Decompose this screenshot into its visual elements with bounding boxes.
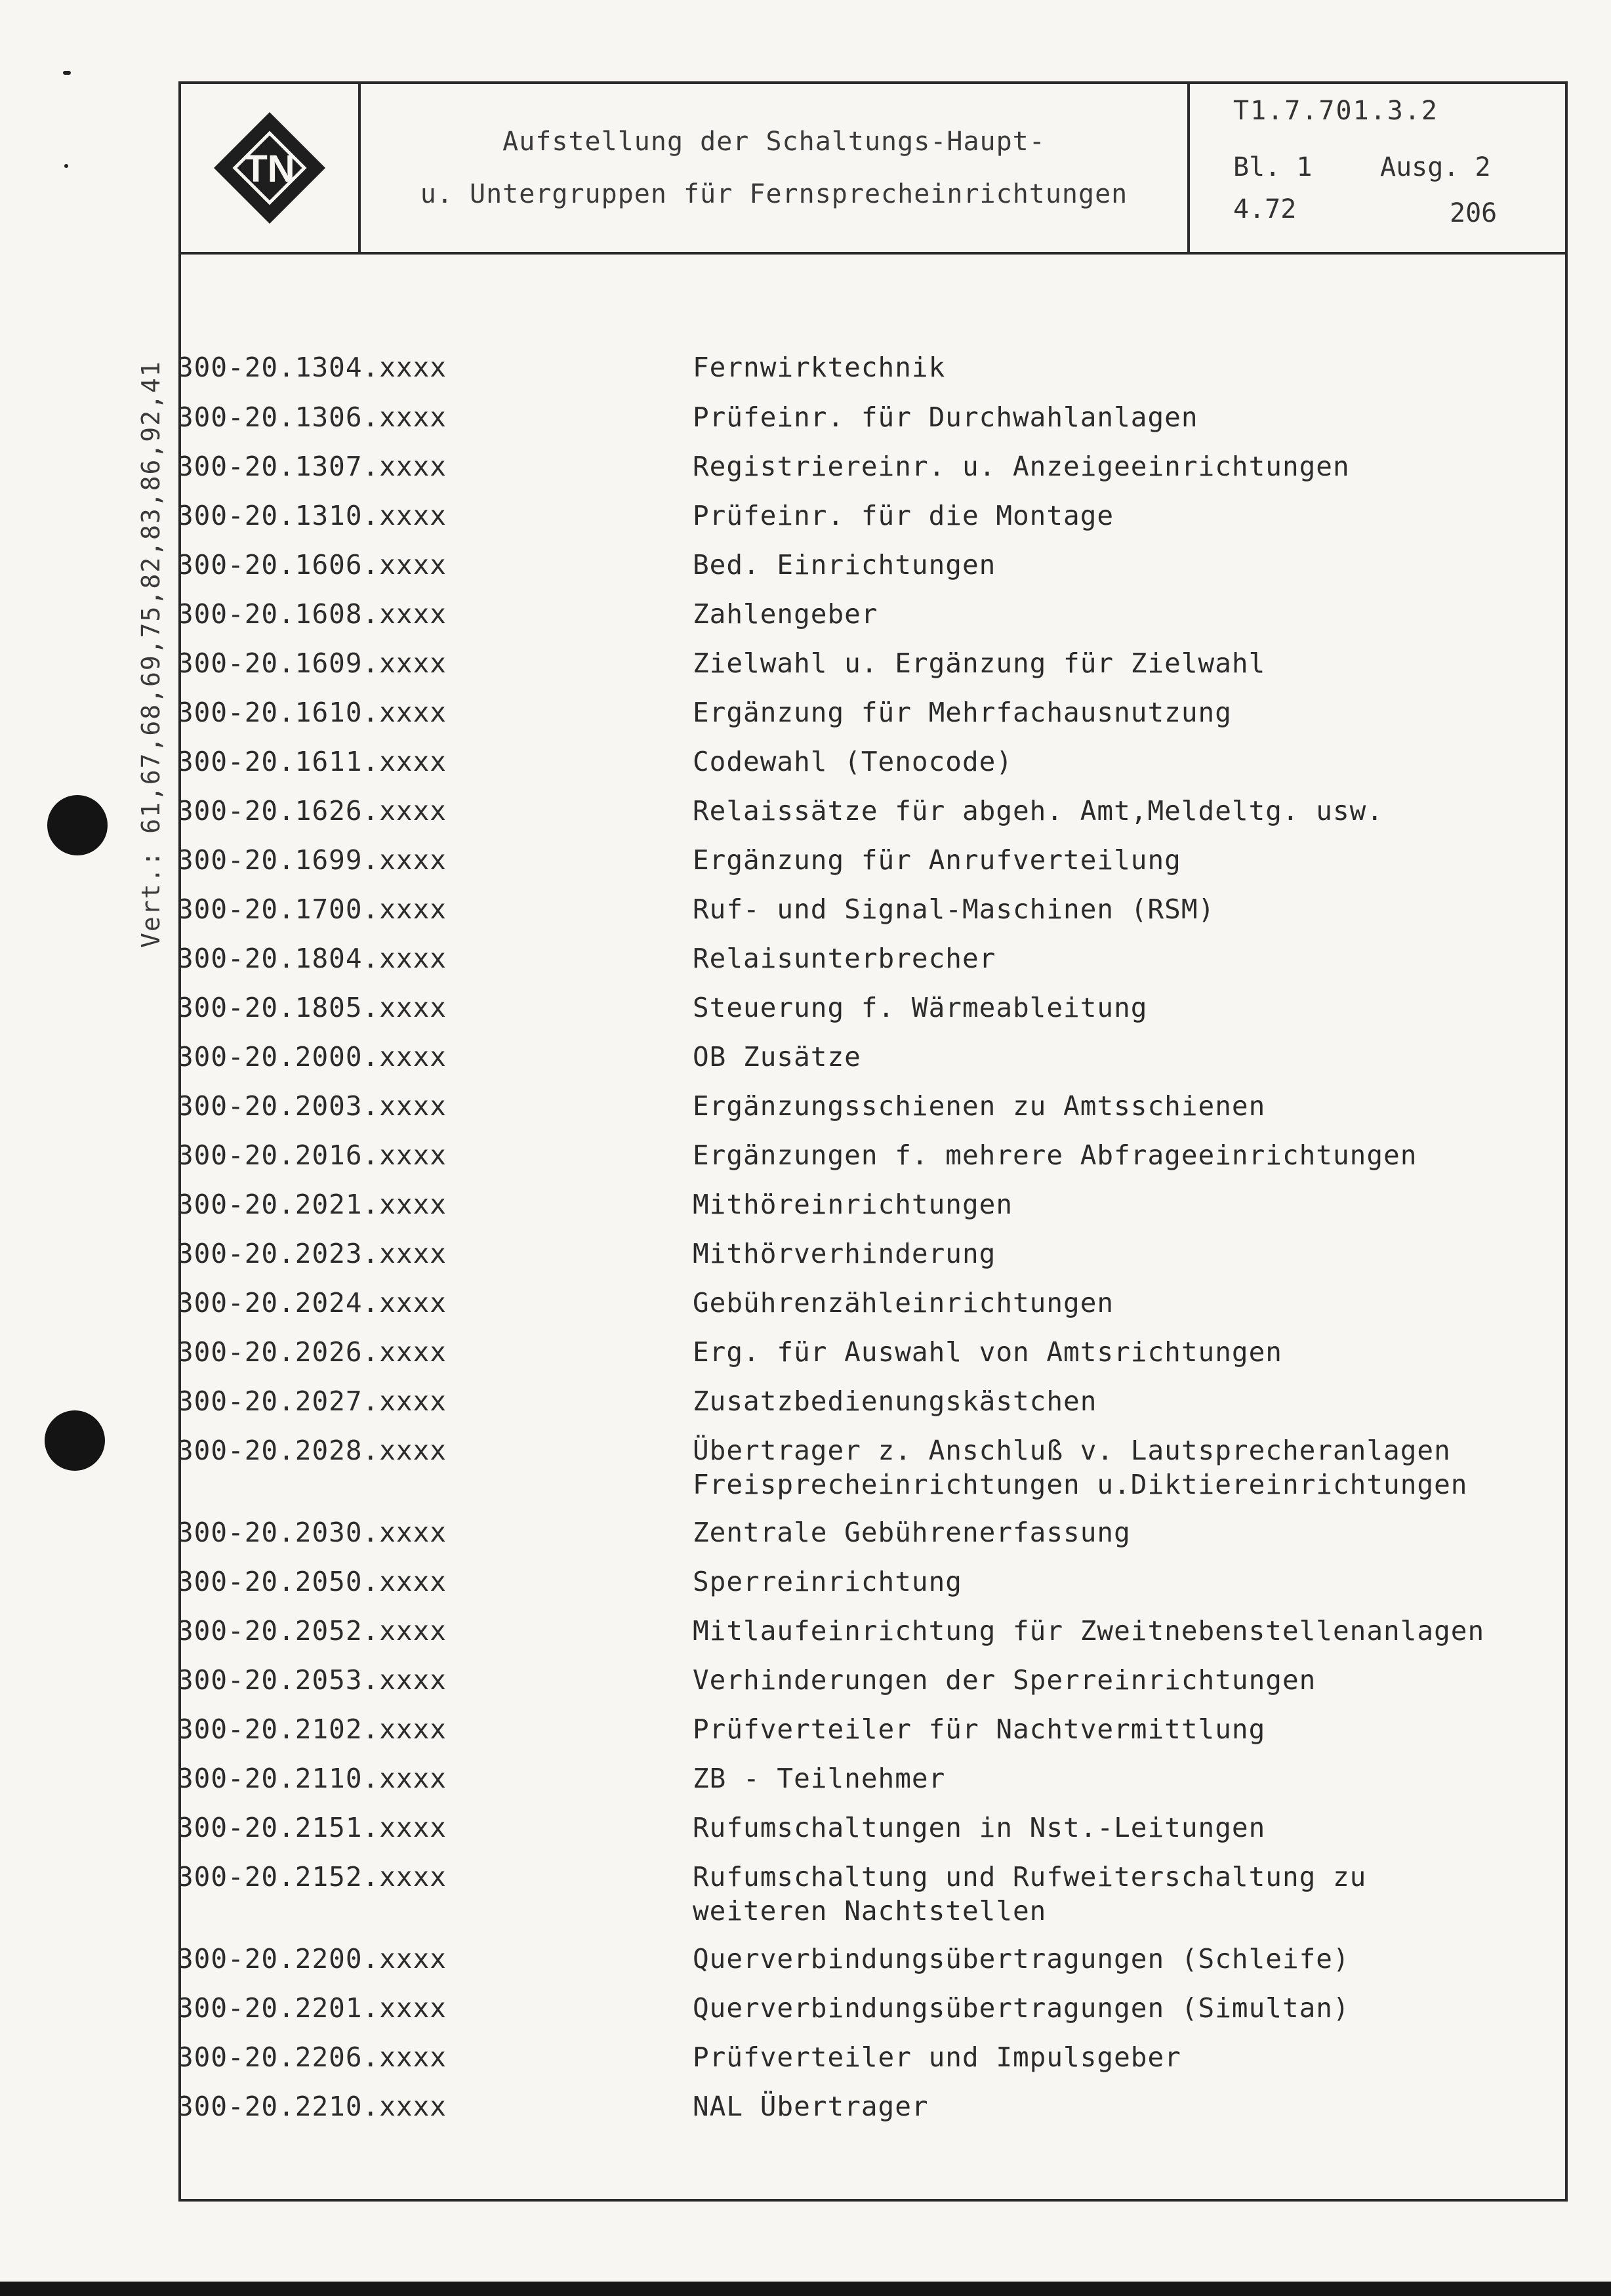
entry-description: [693, 646, 1265, 680]
entry-description-line: Mithörverhinderung: [693, 1238, 996, 1269]
punch-mark: [63, 71, 71, 75]
entry-description: [693, 1237, 996, 1271]
document-header: [181, 84, 1565, 255]
punch-mark: [64, 164, 68, 168]
entry-code: 300-20.1611.xxxx: [177, 746, 447, 777]
entry-description-line: Bed. Einrichtungen: [693, 549, 996, 581]
document-number: T1.7.701.3.2: [1233, 96, 1438, 126]
entry-code: 300-20.2151.xxxx: [177, 1812, 447, 1843]
entry-description-line: Prüfverteiler und Impulsgeber: [693, 2041, 1181, 2073]
entry-code: 300-20.2026.xxxx: [177, 1336, 447, 1368]
entry-description: [693, 794, 1383, 828]
entry-code: 300-20.2023.xxxx: [177, 1238, 447, 1269]
entry-code: 300-20.1700.xxxx: [177, 893, 447, 925]
entry-description-line: Zahlengeber: [693, 598, 878, 630]
entry-code: 300-20.1804.xxxx: [177, 943, 447, 974]
entry-description: [693, 1433, 1467, 1502]
entry-code: 300-20.2003.xxxx: [177, 1090, 447, 1122]
entry-description-line: Gebührenzähleinrichtungen: [693, 1287, 1114, 1319]
entry-code: 300-20.2201.xxxx: [177, 1992, 447, 2024]
entry-description-line: Erg. für Auswahl von Amtsrichtungen: [693, 1336, 1282, 1368]
logo-cell: [181, 84, 361, 252]
entry-code: 300-20.2102.xxxx: [177, 1713, 447, 1745]
entry-description-line: Ergänzungsschienen zu Amtsschienen: [693, 1090, 1266, 1122]
entry-description: [693, 1138, 1417, 1172]
entry-description: [693, 1040, 861, 1074]
entry-code: 300-20.2028.xxxx: [177, 1435, 447, 1466]
entry-description: [693, 1384, 1097, 1418]
entry-description-line: Registriereinr. u. Anzeigeeinrichtungen: [693, 451, 1350, 482]
entry-description: [693, 2040, 1181, 2074]
entry-description: [693, 1187, 1013, 1221]
entry-description-line: Zielwahl u. Ergänzung für Zielwahl: [693, 647, 1266, 679]
entry-description: [693, 1860, 1366, 1928]
entry-description-line: NAL Übertrager: [693, 2091, 929, 2122]
entry-code: 300-20.1608.xxxx: [177, 598, 447, 630]
entry-description-line: Fernwirktechnik: [693, 352, 946, 383]
entry-description-line: Relaissätze für abgeh. Amt,Meldeltg. usw.: [693, 795, 1384, 827]
entry-code: 300-20.1307.xxxx: [177, 451, 447, 482]
entry-description: [693, 695, 1232, 729]
entry-code: 300-20.1626.xxxx: [177, 795, 447, 827]
entry-description-line: Steuerung f. Wärmeableitung: [693, 992, 1148, 1023]
entry-code: 300-20.2024.xxxx: [177, 1287, 447, 1319]
entry-description-line: Ergänzungen f. mehrere Abfrageeinrichtungen: [693, 1139, 1417, 1171]
page-number: 206: [1450, 198, 1498, 228]
entry-description-line: Verhinderungen der Sperreinrichtungen: [693, 1664, 1316, 1696]
entry-description: [693, 499, 1114, 533]
entry-code: 300-20.2021.xxxx: [177, 1189, 447, 1220]
entry-code: 300-20.2206.xxxx: [177, 2041, 447, 2073]
entry-code: 300-20.2016.xxxx: [177, 1139, 447, 1171]
entry-description-line: Zusatzbedienungskästchen: [693, 1385, 1097, 1417]
entry-description: [693, 745, 1013, 779]
entry-code: 300-20.1306.xxxx: [177, 401, 447, 433]
entry-description-line: Prüfeinr. für die Montage: [693, 500, 1114, 531]
distribution-note: Vert.: 61,67,68,69,75,82,83,86,92,41: [136, 360, 165, 948]
entry-description-line: Übertrager z. Anschluß v. Lautsprecheranlagen: [693, 1435, 1451, 1466]
entry-description: [693, 548, 996, 582]
entry-description: [693, 1942, 1350, 1976]
entry-description-line: Mithöreinrichtungen: [693, 1189, 1013, 1220]
entry-description: [693, 892, 1215, 926]
entry-description-line: Rufumschaltungen in Nst.-Leitungen: [693, 1812, 1266, 1843]
entry-code: 300-20.2000.xxxx: [177, 1041, 447, 1073]
entry-description-line: Querverbindungsübertragungen (Simultan): [693, 1992, 1350, 2024]
entry-description: [693, 2089, 929, 2123]
entry-code: 300-20.1805.xxxx: [177, 992, 447, 1023]
entry-code: 300-20.1610.xxxx: [177, 697, 447, 728]
entry-code: 300-20.2030.xxxx: [177, 1517, 447, 1548]
entry-description-line: Querverbindungsübertragungen (Schleife): [693, 1943, 1350, 1975]
bottom-edge: [0, 2282, 1611, 2296]
info-cell: [1190, 84, 1565, 252]
entry-description-line: Prüfeinr. für Durchwahlanlagen: [693, 401, 1198, 433]
entry-description-line: Sperreinrichtung: [693, 1566, 962, 1597]
entry-code: 300-20.2050.xxxx: [177, 1566, 447, 1597]
entry-code: 300-20.1606.xxxx: [177, 549, 447, 581]
binder-hole: [45, 1410, 105, 1471]
entry-description: [693, 1811, 1265, 1845]
issue-date: 4.72: [1233, 194, 1297, 224]
company-logo-icon: [207, 106, 332, 230]
entry-description-line: Codewahl (Tenocode): [693, 746, 1013, 777]
entry-code: 300-20.1304.xxxx: [177, 352, 447, 383]
entry-description: [693, 400, 1198, 434]
entry-description-line: Freisprecheinrichtungen u.Diktiereinrichtungen: [693, 1469, 1468, 1500]
entry-code: 300-20.2152.xxxx: [177, 1861, 447, 1893]
logo-text: TN: [244, 148, 295, 190]
entry-description-line: Ergänzung für Anrufverteilung: [693, 844, 1181, 876]
entry-description-line: Relaisunterbrecher: [693, 943, 996, 974]
entry-description: [693, 1335, 1282, 1369]
entry-description: [693, 1286, 1114, 1320]
entry-description: [693, 1663, 1316, 1697]
entry-code: 300-20.1699.xxxx: [177, 844, 447, 876]
entry-description: [693, 941, 996, 975]
entry-description: [693, 1991, 1350, 2025]
entry-description: [693, 1565, 962, 1599]
entry-description-line: Zentrale Gebührenerfassung: [693, 1517, 1131, 1548]
entry-description-line: ZB - Teilnehmer: [693, 1763, 946, 1794]
entry-description: [693, 1515, 1131, 1549]
entry-code: 300-20.1310.xxxx: [177, 500, 447, 531]
entry-description: [693, 843, 1181, 877]
entry-description: [693, 449, 1350, 483]
entry-description-line: OB Zusätze: [693, 1041, 861, 1073]
title-line-2: u. Untergruppen für Fernsprecheinrichtungen: [420, 179, 1128, 209]
sheet-number: Bl. 1: [1233, 152, 1313, 182]
entry-description: [693, 1089, 1265, 1123]
entry-description: [693, 350, 945, 384]
entry-code: 300-20.2210.xxxx: [177, 2091, 447, 2122]
entry-code: 300-20.2052.xxxx: [177, 1615, 447, 1647]
entry-description-line: weiteren Nachtstellen: [693, 1895, 1047, 1927]
entry-description-line: Mitlaufeinrichtung für Zweitnebenstellenanlagen: [693, 1615, 1485, 1647]
entry-description-line: Ruf- und Signal-Maschinen (RSM): [693, 893, 1215, 925]
entry-code: 300-20.1609.xxxx: [177, 647, 447, 679]
title-line-1: Aufstellung der Schaltungs-Haupt-: [502, 127, 1046, 157]
entry-code: 300-20.2027.xxxx: [177, 1385, 447, 1417]
entry-code: 300-20.2110.xxxx: [177, 1763, 447, 1794]
title-cell: [361, 84, 1190, 252]
edition: Ausg. 2: [1380, 152, 1491, 182]
entry-description-line: Rufumschaltung und Rufweiterschaltung zu: [693, 1861, 1367, 1893]
entry-description-line: Ergänzung für Mehrfachausnutzung: [693, 697, 1232, 728]
entry-description: [693, 1761, 945, 1795]
entry-description: [693, 1712, 1265, 1746]
binder-hole: [47, 795, 108, 855]
entry-description: [693, 597, 878, 631]
entry-code: 300-20.2053.xxxx: [177, 1664, 447, 1696]
entry-description: [693, 991, 1147, 1025]
entry-description-line: Prüfverteiler für Nachtvermittlung: [693, 1713, 1266, 1745]
entry-code: 300-20.2200.xxxx: [177, 1943, 447, 1975]
entry-description: [693, 1614, 1484, 1648]
